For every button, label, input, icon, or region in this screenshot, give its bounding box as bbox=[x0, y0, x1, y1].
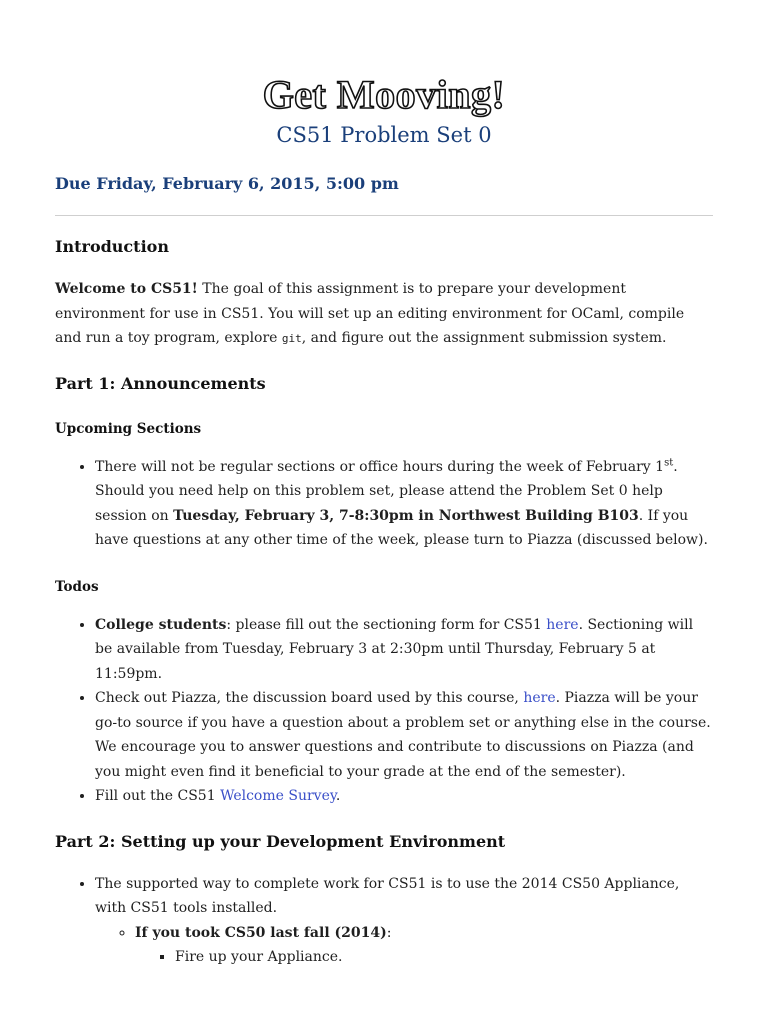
list-item bbox=[175, 945, 713, 970]
upcoming-sections-heading: Upcoming Sections bbox=[55, 420, 202, 437]
problem-set-subtitle: CS51 Problem Set 0 bbox=[276, 123, 492, 147]
intro-text-1: The goal of this assignment is to prepare your development environment for use in CS51. You will set up an editing environment for OCaml, compile and run a toy program, explore bbox=[55, 281, 685, 346]
help-session-details: Tuesday, February 3, 7-8:30pm in Northwest Building B103 bbox=[173, 507, 639, 524]
welcome-survey-link[interactable]: Welcome Survey bbox=[220, 788, 336, 804]
part2-list bbox=[55, 872, 713, 970]
list-item bbox=[95, 686, 713, 784]
introduction-paragraph bbox=[55, 277, 713, 352]
introduction-heading: Introduction bbox=[55, 237, 169, 256]
upcoming-sections-list bbox=[55, 455, 713, 553]
part2-item1-text: The supported way to complete work for CS51 is to use the 2014 CS50 Appliance, with CS51 tools installed. bbox=[95, 875, 680, 916]
upcoming-text-2: . Should you need help on this problem set, please attend the Problem Set 0 help session on bbox=[95, 458, 678, 524]
list-item bbox=[135, 921, 713, 970]
part2-sublist bbox=[95, 921, 713, 970]
part2-subsublist bbox=[135, 945, 713, 970]
part1-heading: Part 1: Announcements bbox=[55, 373, 266, 393]
welcome-lead: Welcome to CS51! bbox=[55, 281, 198, 297]
list-item bbox=[95, 784, 713, 809]
todo2-text-2: . Piazza will be your go-to source if you have a question about a problem set or anything else in the course. We encourage you to answer questions and contribute to discussions on Piazza (and you might even find it beneficial to your grade at the end of the semester). bbox=[95, 690, 711, 780]
todo1-text-1: : please fill out the sectioning form for CS51 bbox=[226, 616, 547, 633]
due-date: Due Friday, February 6, 2015, 5:00 pm bbox=[55, 174, 399, 193]
upcoming-text-1: There will not be regular sections or office hours during the week of February 1 bbox=[95, 458, 665, 475]
todos-heading: Todos bbox=[55, 578, 99, 595]
fire-up-appliance-text: Fire up your Appliance. bbox=[175, 949, 343, 965]
page-title: Get Mooving! bbox=[262, 72, 506, 117]
todo3-text-2: . bbox=[335, 788, 341, 804]
ordinal-suffix: st bbox=[664, 456, 674, 468]
todos-list bbox=[55, 613, 713, 809]
divider bbox=[55, 215, 713, 216]
list-item bbox=[95, 613, 713, 687]
list-item bbox=[95, 455, 713, 553]
todo2-text-1: Check out Piazza, the discussion board used by this course, bbox=[95, 690, 524, 706]
college-students-label: College students bbox=[95, 616, 227, 633]
part2-heading: Part 2: Setting up your Development Environment bbox=[55, 831, 506, 851]
git-code: git bbox=[281, 332, 302, 345]
upcoming-text-3: . If you have questions at any other time of the week, please turn to Piazza (discussed below). bbox=[95, 507, 708, 548]
cs50-last-fall-colon: : bbox=[386, 924, 392, 941]
todo1-text-2: . Sectioning will be available from Tuesday, February 3 at 2:30pm until Thursday, February 5 at 11:59pm. bbox=[95, 616, 694, 682]
todo3-text-1: Fill out the CS51 bbox=[95, 788, 221, 804]
cs50-last-fall-label: If you took CS50 last fall (2014) bbox=[135, 924, 387, 941]
list-item bbox=[95, 872, 713, 970]
intro-text-2: , and figure out the assignment submission system. bbox=[301, 330, 667, 346]
sectioning-form-link[interactable]: here bbox=[546, 616, 579, 633]
piazza-link[interactable]: here bbox=[523, 690, 556, 706]
